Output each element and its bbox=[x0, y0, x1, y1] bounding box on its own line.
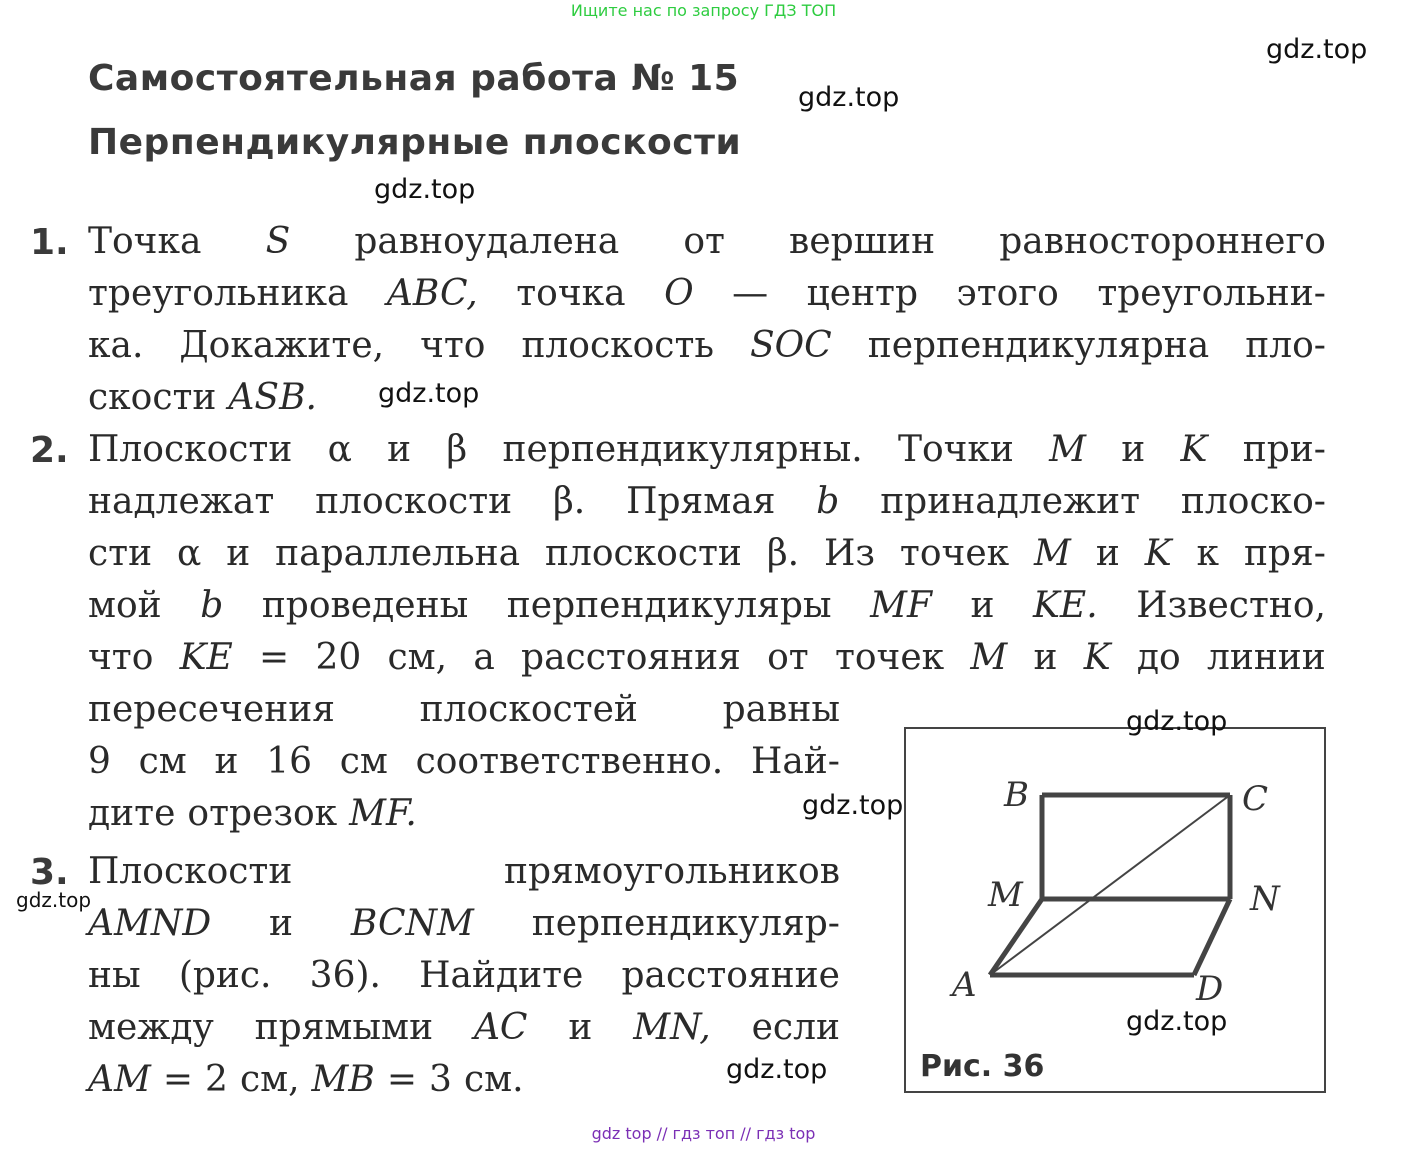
word: ка. bbox=[88, 325, 144, 366]
word: AMND bbox=[88, 903, 212, 944]
problem-line bbox=[88, 216, 1326, 268]
word: BCNM bbox=[350, 903, 474, 944]
word: MN, bbox=[633, 1007, 711, 1048]
word: прямоугольников bbox=[503, 851, 840, 892]
word: и bbox=[568, 1007, 593, 1048]
word: перпендикулярна bbox=[867, 325, 1210, 366]
word: M bbox=[970, 637, 1008, 678]
word: этого bbox=[956, 273, 1059, 314]
word: между bbox=[88, 1007, 214, 1048]
word: расстояния bbox=[521, 637, 741, 678]
word: AC bbox=[473, 1007, 528, 1048]
problem-line bbox=[88, 372, 1326, 424]
word: = bbox=[386, 1059, 418, 1100]
word: см, bbox=[239, 1059, 300, 1100]
watermark: gdz.top bbox=[1266, 34, 1368, 65]
word: пря- bbox=[1243, 533, 1326, 574]
word: а bbox=[473, 637, 495, 678]
problem-line bbox=[88, 846, 840, 898]
word: 3 bbox=[429, 1059, 452, 1100]
word: точек bbox=[899, 533, 1010, 574]
word: Найдите bbox=[419, 955, 584, 996]
word: плоскость bbox=[521, 325, 714, 366]
word: b bbox=[816, 481, 840, 522]
word: от bbox=[767, 637, 809, 678]
word: — bbox=[732, 273, 769, 314]
word: MB bbox=[311, 1059, 375, 1100]
word: прямыми bbox=[254, 1007, 434, 1048]
watermark: gdz.top bbox=[16, 888, 92, 912]
problem-line bbox=[88, 580, 1326, 632]
word: β. bbox=[552, 481, 586, 522]
word: и bbox=[226, 533, 251, 574]
word: см, bbox=[387, 637, 448, 678]
watermark: gdz.top bbox=[378, 378, 480, 409]
problem-2-number: 2. bbox=[30, 430, 69, 471]
word: плоскости bbox=[315, 481, 513, 522]
problem-1-number: 1. bbox=[30, 222, 69, 263]
word: от bbox=[683, 221, 725, 262]
word: плоско- bbox=[1180, 481, 1326, 522]
word: K bbox=[1083, 637, 1111, 678]
watermark: gdz.top bbox=[802, 790, 904, 821]
word: равностороннего bbox=[999, 221, 1326, 262]
figure-36 bbox=[904, 727, 1326, 1093]
watermark: gdz.top bbox=[1126, 706, 1228, 737]
word: точек bbox=[834, 637, 945, 678]
problem-1-text bbox=[88, 216, 1326, 424]
problem-line bbox=[88, 476, 1326, 528]
word: = bbox=[259, 637, 290, 678]
word: α bbox=[176, 533, 202, 574]
word: равны bbox=[722, 689, 840, 730]
word: сти bbox=[88, 533, 153, 574]
word: KE. bbox=[1033, 585, 1098, 626]
problem-line bbox=[88, 268, 1326, 320]
problem-line bbox=[88, 424, 1326, 476]
word: пло- bbox=[1245, 325, 1326, 366]
vertex-label-d: D bbox=[1196, 969, 1224, 1009]
word: 36). bbox=[309, 955, 381, 996]
problem-line bbox=[88, 1002, 840, 1054]
word: = bbox=[162, 1059, 194, 1100]
word: SOC bbox=[749, 325, 832, 366]
word: плоскостей bbox=[419, 689, 638, 730]
word: перпендикуляры bbox=[506, 585, 832, 626]
word: пересечения bbox=[88, 689, 335, 730]
vertex-label-b: B bbox=[1004, 775, 1029, 815]
word: β. bbox=[766, 533, 800, 574]
word: M bbox=[1034, 533, 1071, 574]
vertex-label-n: N bbox=[1250, 879, 1280, 919]
word: центр bbox=[806, 273, 919, 314]
word: что bbox=[88, 637, 154, 678]
word: 16 bbox=[266, 741, 312, 782]
problem-line bbox=[88, 632, 1326, 684]
word: S bbox=[265, 221, 291, 262]
watermark: gdz.top bbox=[374, 174, 476, 205]
problem-line bbox=[88, 320, 1326, 372]
word: расстояние bbox=[621, 955, 840, 996]
word: точка bbox=[516, 273, 626, 314]
word: при- bbox=[1242, 429, 1326, 470]
word: и bbox=[214, 741, 239, 782]
word: что bbox=[420, 325, 486, 366]
word: Прямая bbox=[626, 481, 776, 522]
word: равноудалена bbox=[354, 221, 620, 262]
word: Плоскости bbox=[88, 429, 293, 470]
word: параллельна bbox=[275, 533, 521, 574]
vertex-label-m: M bbox=[988, 875, 1023, 915]
word: Плоскости bbox=[88, 851, 293, 892]
watermark: gdz.top bbox=[798, 82, 900, 113]
word: ABC, bbox=[386, 273, 478, 314]
word: соответственно. bbox=[415, 741, 724, 782]
word: треугольни- bbox=[1097, 273, 1326, 314]
word: K bbox=[1180, 429, 1208, 470]
word: β bbox=[446, 429, 468, 470]
word: принадлежит bbox=[880, 481, 1141, 522]
page-subtitle: Перпендикулярные плоскости bbox=[88, 122, 742, 163]
word: надлежат bbox=[88, 481, 275, 522]
word: см. bbox=[463, 1059, 524, 1100]
word: отрезок bbox=[187, 793, 338, 834]
problem-line bbox=[88, 528, 1326, 580]
vertex-label-c: C bbox=[1242, 779, 1269, 819]
watermark: gdz.top bbox=[726, 1054, 828, 1085]
problem-line bbox=[88, 898, 840, 950]
word: и bbox=[1033, 637, 1058, 678]
word: α bbox=[327, 429, 352, 470]
bottom-banner[interactable]: gdz top // гдз топ // гдз top bbox=[591, 1124, 816, 1143]
word: см bbox=[138, 741, 187, 782]
word: и bbox=[1095, 533, 1120, 574]
problem-line bbox=[88, 950, 840, 1002]
vertex-label-a: A bbox=[952, 965, 977, 1005]
problem-line bbox=[88, 736, 840, 788]
word: 2 bbox=[205, 1059, 228, 1100]
word: если bbox=[751, 1007, 840, 1048]
word: и bbox=[1121, 429, 1146, 470]
word: Известно, bbox=[1136, 585, 1326, 626]
watermark: gdz.top bbox=[1126, 1006, 1228, 1037]
word: 20 bbox=[315, 637, 362, 678]
problem-3-number: 3. bbox=[30, 852, 69, 893]
word: см bbox=[339, 741, 388, 782]
word: ны bbox=[88, 955, 141, 996]
word: Из bbox=[823, 533, 876, 574]
word: M bbox=[1049, 429, 1087, 470]
page-title: Самостоятельная работа № 15 bbox=[88, 58, 740, 99]
word: Точки bbox=[897, 429, 1014, 470]
word: AM bbox=[88, 1059, 151, 1100]
word: MF. bbox=[349, 793, 417, 834]
word: вершин bbox=[789, 221, 936, 262]
word: KE bbox=[179, 637, 233, 678]
word: Точка bbox=[88, 221, 202, 262]
word: K bbox=[1144, 533, 1172, 574]
word: перпендикулярны. bbox=[502, 429, 863, 470]
word: Най- bbox=[750, 741, 840, 782]
word: (рис. bbox=[178, 955, 272, 996]
word: проведены bbox=[261, 585, 469, 626]
word: и bbox=[970, 585, 995, 626]
word: MF bbox=[870, 585, 932, 626]
word: и bbox=[269, 903, 294, 944]
word: ASB. bbox=[228, 377, 317, 418]
word: Докажите, bbox=[179, 325, 385, 366]
word: дите bbox=[88, 793, 176, 834]
word: плоскости bbox=[544, 533, 742, 574]
diagonal-ac bbox=[990, 795, 1230, 975]
word: 9 bbox=[88, 741, 111, 782]
word: и bbox=[387, 429, 412, 470]
word: до bbox=[1136, 637, 1181, 678]
edge-nd bbox=[1194, 899, 1230, 975]
word: b bbox=[200, 585, 224, 626]
word: к bbox=[1196, 533, 1220, 574]
word: скости bbox=[88, 377, 217, 418]
word: треугольника bbox=[88, 273, 349, 314]
top-banner[interactable]: Ищите нас по запросу ГДЗ ТОП bbox=[570, 1, 837, 20]
word: мой bbox=[88, 585, 162, 626]
word: O bbox=[664, 273, 694, 314]
problem-line bbox=[88, 684, 840, 736]
figure-caption: Рис. 36 bbox=[920, 1049, 1045, 1084]
word: перпендикуляр- bbox=[531, 903, 840, 944]
word: линии bbox=[1206, 637, 1326, 678]
